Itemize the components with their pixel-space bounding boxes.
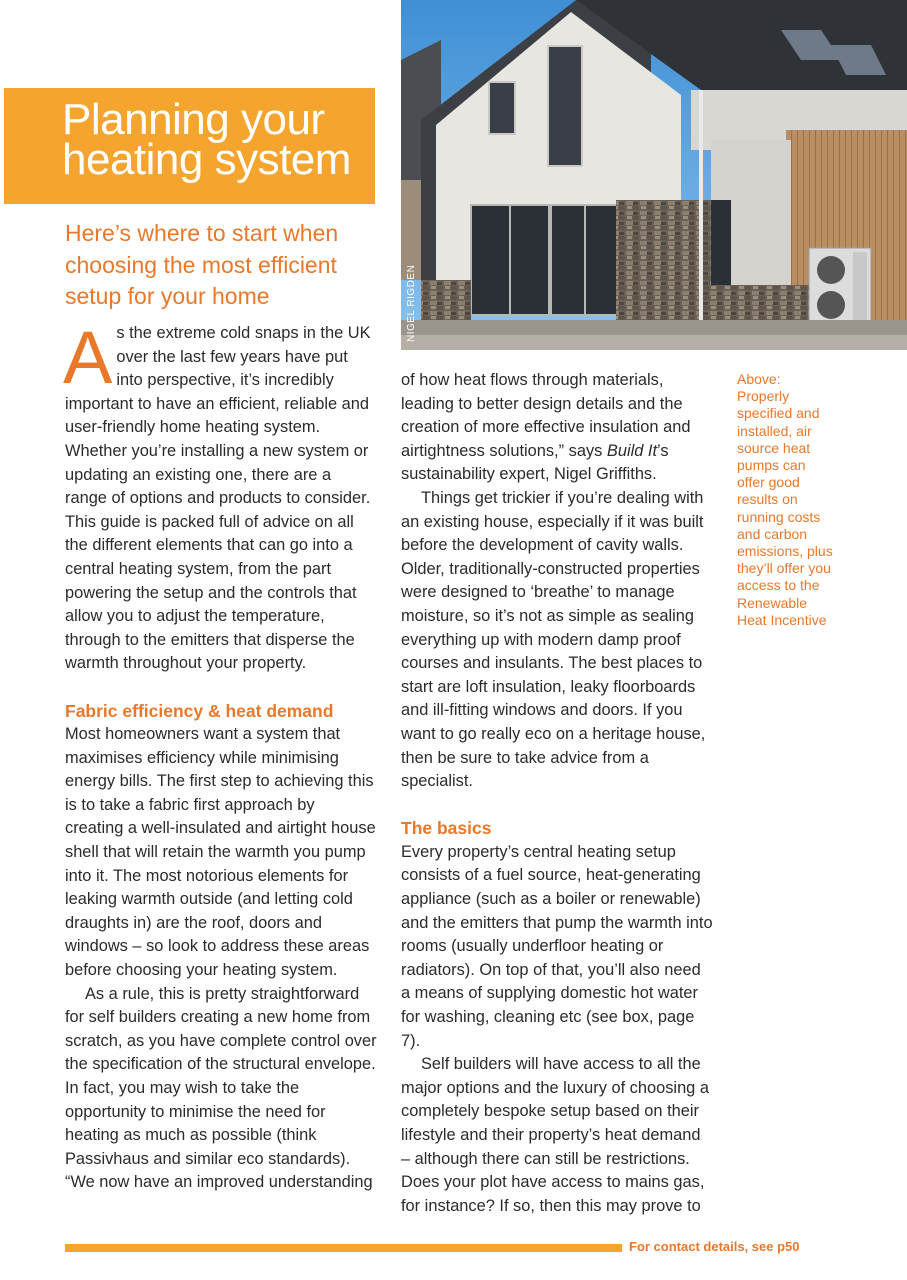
drop-cap: A	[63, 316, 113, 399]
standfirst: Here’s where to start when choosing the most efficient setup for your home	[65, 220, 339, 309]
caption-label: Above:	[737, 371, 781, 387]
footer-bar	[65, 1244, 622, 1252]
fabric-paragraph-3: Things get trickier if you’re dealing with an existing house, especially if it was built before the development of cavity walls. Older, traditionally-constructed properties were designed to ‘breathe’ to manage moisture, so it’s not as simple as sealing everything up with modern damp proof courses and insulants. The best places to start are loft insulation, leaky floorboards and ill-fitting windows and doors. If you want to go really eco on a heritage house, then be sure to take advice from a specialist.	[401, 488, 706, 791]
air-source-heat-pump-house-image	[401, 0, 907, 350]
fabric-paragraph-2-continued: of how heat flows through materials, leading to better design details and the creation of more effective insulation and airtightness solutions,” says Build It’s sustainability expert, Nigel Griffiths.	[401, 371, 691, 484]
photo-caption	[737, 371, 837, 629]
photo-credit: NIGEL RIGDEN	[406, 264, 417, 342]
house-photo	[401, 0, 907, 350]
section-heading-fabric: Fabric efficiency & heat demand	[65, 700, 334, 721]
intro-text: s the extreme cold snaps in the UK over the last few years have put into perspective, it’s incredibly important to have an efficient, reliable and user-friendly home heating system. Whether you’re installing a new system or updating an existing one, there are a range of options and products to consider. This guide is packed full of advice on all the different elements that can go into a central heating system, from the part powering the setup and the controls that allow you to adjust the temperature, through to the emitters that disperse the warmth throughout your property.	[65, 324, 371, 673]
caption-text: Properly specified and installed, air source heat pumps can offer good results on running costs and carbon emissions, plus they’ll offer you access to the Renewable Heat Incentive	[737, 388, 833, 628]
footer-contact-link[interactable]: For contact details, see p50	[629, 1239, 800, 1254]
section-heading-basics: The basics	[401, 818, 492, 839]
fabric-paragraph-2: As a rule, this is pretty straightforward for self builders creating a new home from scratch, as you have complete control over the specification of the structural envelope. In fact, you may wish to take the opportunity to minimise the need for heating as much as possible (think Passivhaus and similar eco standards). “We now have an improved understanding	[65, 984, 377, 1192]
intro-paragraph	[63, 316, 377, 676]
page-title: Planning your heating system	[62, 95, 351, 184]
magazine-name: Build It	[606, 441, 657, 460]
column-1	[63, 316, 377, 1195]
column-2	[401, 369, 713, 1218]
basics-paragraph-2: Self builders will have access to all the major options and the luxury of choosing a completely bespoke setup based on their lifestyle and their property’s heat demand – although there can still be restrictions. Does your plot have access to mains gas, for instance? If so, then this may prove to	[401, 1055, 709, 1215]
fabric-paragraph-1: Most homeowners want a system that maximises efficiency while minimising energy bills. The first step to achieving this is to take a fabric first approach by creating a well-insulated and airtight house shell that will retain the warmth you pump into it. The most notorious elements for leaking warmth outside (and letting cold draughts in) are the roof, doors and windows – so look to address these areas before choosing your heating system.	[65, 725, 376, 980]
basics-paragraph-1: Every property’s central heating setup consists of a fuel source, heat-generating appliance (such as a boiler or renewable) and the emitters that pump the warmth into rooms (usually underfloor heating or radiators). On top of that, you’ll also need a means of supplying domestic hot water for washing, cleaning etc (see box, page 7).	[401, 842, 713, 1050]
